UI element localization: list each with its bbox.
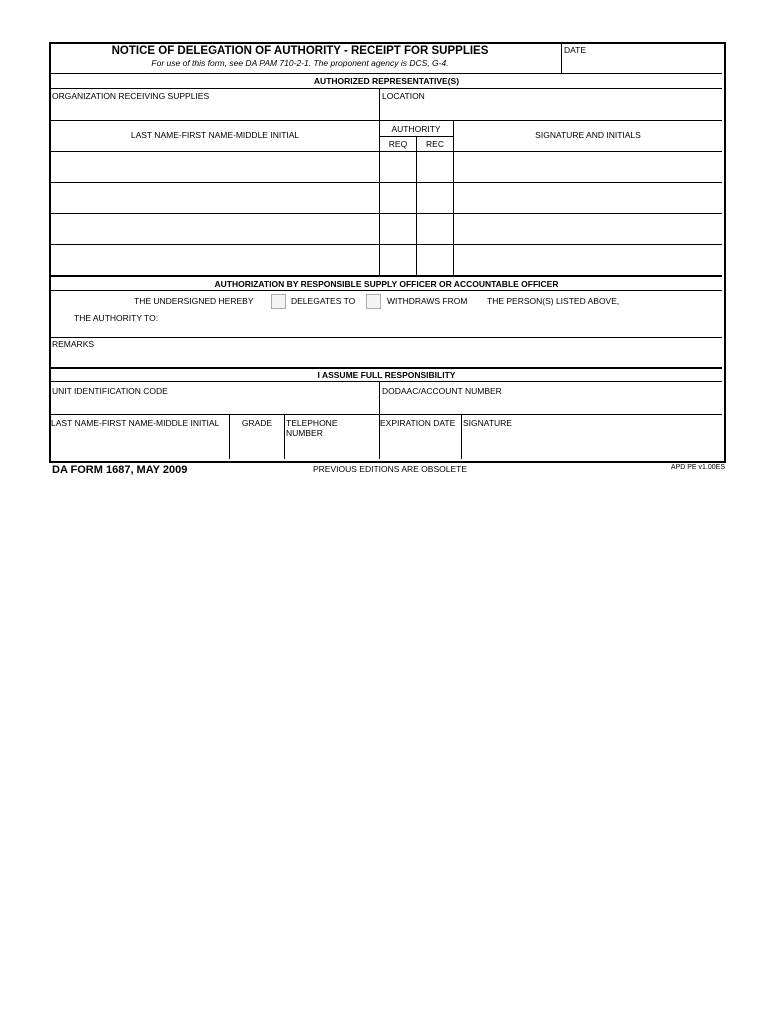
telephone-number-label: NUMBER (286, 428, 323, 438)
undersigned-text: THE UNDERSIGNED HEREBY (134, 296, 254, 306)
remarks-field[interactable] (51, 350, 721, 367)
dodaac-field[interactable] (380, 397, 721, 413)
grade-field[interactable] (230, 430, 284, 458)
rep-row-4-name[interactable] (51, 245, 378, 275)
form-title: NOTICE OF DELEGATION OF AUTHORITY - RECEIPT FOR SUPPLIES (111, 45, 489, 57)
signature-initials-header: SIGNATURE AND INITIALS (535, 130, 641, 140)
representatives-section-title: AUTHORIZED REPRESENTATIVE(S) (313, 76, 460, 86)
rep-row-1-req[interactable] (380, 152, 416, 182)
rep-row-4-rec[interactable] (417, 245, 453, 275)
previous-editions-note: PREVIOUS EDITIONS ARE OBSOLETE (313, 464, 467, 474)
req-header: REQ (388, 139, 408, 149)
uic-label: UNIT IDENTIFICATION CODE (52, 386, 168, 396)
expiration-date-field[interactable] (380, 430, 460, 458)
rep-row-2-req[interactable] (380, 183, 416, 213)
form-subtitle: For use of this form, see DA PAM 710-2-1. The proponent agency is DCS, G-4. (151, 58, 449, 68)
responsibility-section-title: I ASSUME FULL RESPONSIBILITY (317, 370, 456, 380)
dodaac-label: DODAAC/ACCOUNT NUMBER (382, 386, 502, 396)
remarks-label: REMARKS (52, 339, 95, 349)
rep-row-3-signature[interactable] (454, 214, 721, 244)
rep-row-1-rec[interactable] (417, 152, 453, 182)
org-receiving-field[interactable] (51, 102, 378, 120)
officer-name-label: LAST NAME-FIRST NAME-MIDDLE INITIAL (51, 418, 220, 428)
telephone-label: TELEPHONE (286, 418, 338, 428)
expiration-date-label: EXPIRATION DATE (380, 418, 456, 428)
grade-label: GRADE (241, 418, 273, 428)
form-number: DA FORM 1687, MAY 2009 (52, 464, 188, 476)
signature-field[interactable] (462, 430, 721, 458)
rep-row-1-signature[interactable] (454, 152, 721, 182)
location-label: LOCATION (382, 91, 425, 101)
org-receiving-label: ORGANIZATION RECEIVING SUPPLIES (52, 91, 210, 101)
officer-name-field[interactable] (51, 430, 228, 458)
location-field[interactable] (380, 102, 721, 120)
withdraws-label: WITHDRAWS FROM (387, 296, 468, 306)
date-field[interactable] (562, 56, 722, 73)
signature-label: SIGNATURE (463, 418, 512, 428)
rep-name-header: LAST NAME-FIRST NAME-MIDDLE INITIAL (130, 130, 300, 140)
rep-row-4-req[interactable] (380, 245, 416, 275)
rep-row-3-rec[interactable] (417, 214, 453, 244)
delegates-checkbox[interactable] (271, 294, 286, 309)
authority-to-label: THE AUTHORITY TO: (74, 313, 159, 323)
authorization-section-title: AUTHORIZATION BY RESPONSIBLE SUPPLY OFFICER OR ACCOUNTABLE OFFICER (214, 279, 559, 289)
persons-listed-text: THE PERSON(S) LISTED ABOVE, (487, 296, 620, 306)
rep-row-2-rec[interactable] (417, 183, 453, 213)
rep-row-3-name[interactable] (51, 214, 378, 244)
version-label: APD PE v1.00ES (670, 464, 725, 471)
delegates-label: DELEGATES TO (291, 296, 356, 306)
rep-row-3-req[interactable] (380, 214, 416, 244)
rep-row-4-signature[interactable] (454, 245, 721, 275)
rep-row-2-name[interactable] (51, 183, 378, 213)
withdraws-checkbox[interactable] (366, 294, 381, 309)
date-label: DATE (564, 45, 587, 55)
rec-header: REC (426, 139, 444, 149)
telephone-field[interactable] (285, 440, 378, 458)
rep-row-2-signature[interactable] (454, 183, 721, 213)
uic-field[interactable] (51, 397, 378, 413)
rep-row-1-name[interactable] (51, 152, 378, 182)
authority-to-field[interactable] (165, 308, 721, 336)
authority-header: AUTHORITY (391, 124, 441, 134)
